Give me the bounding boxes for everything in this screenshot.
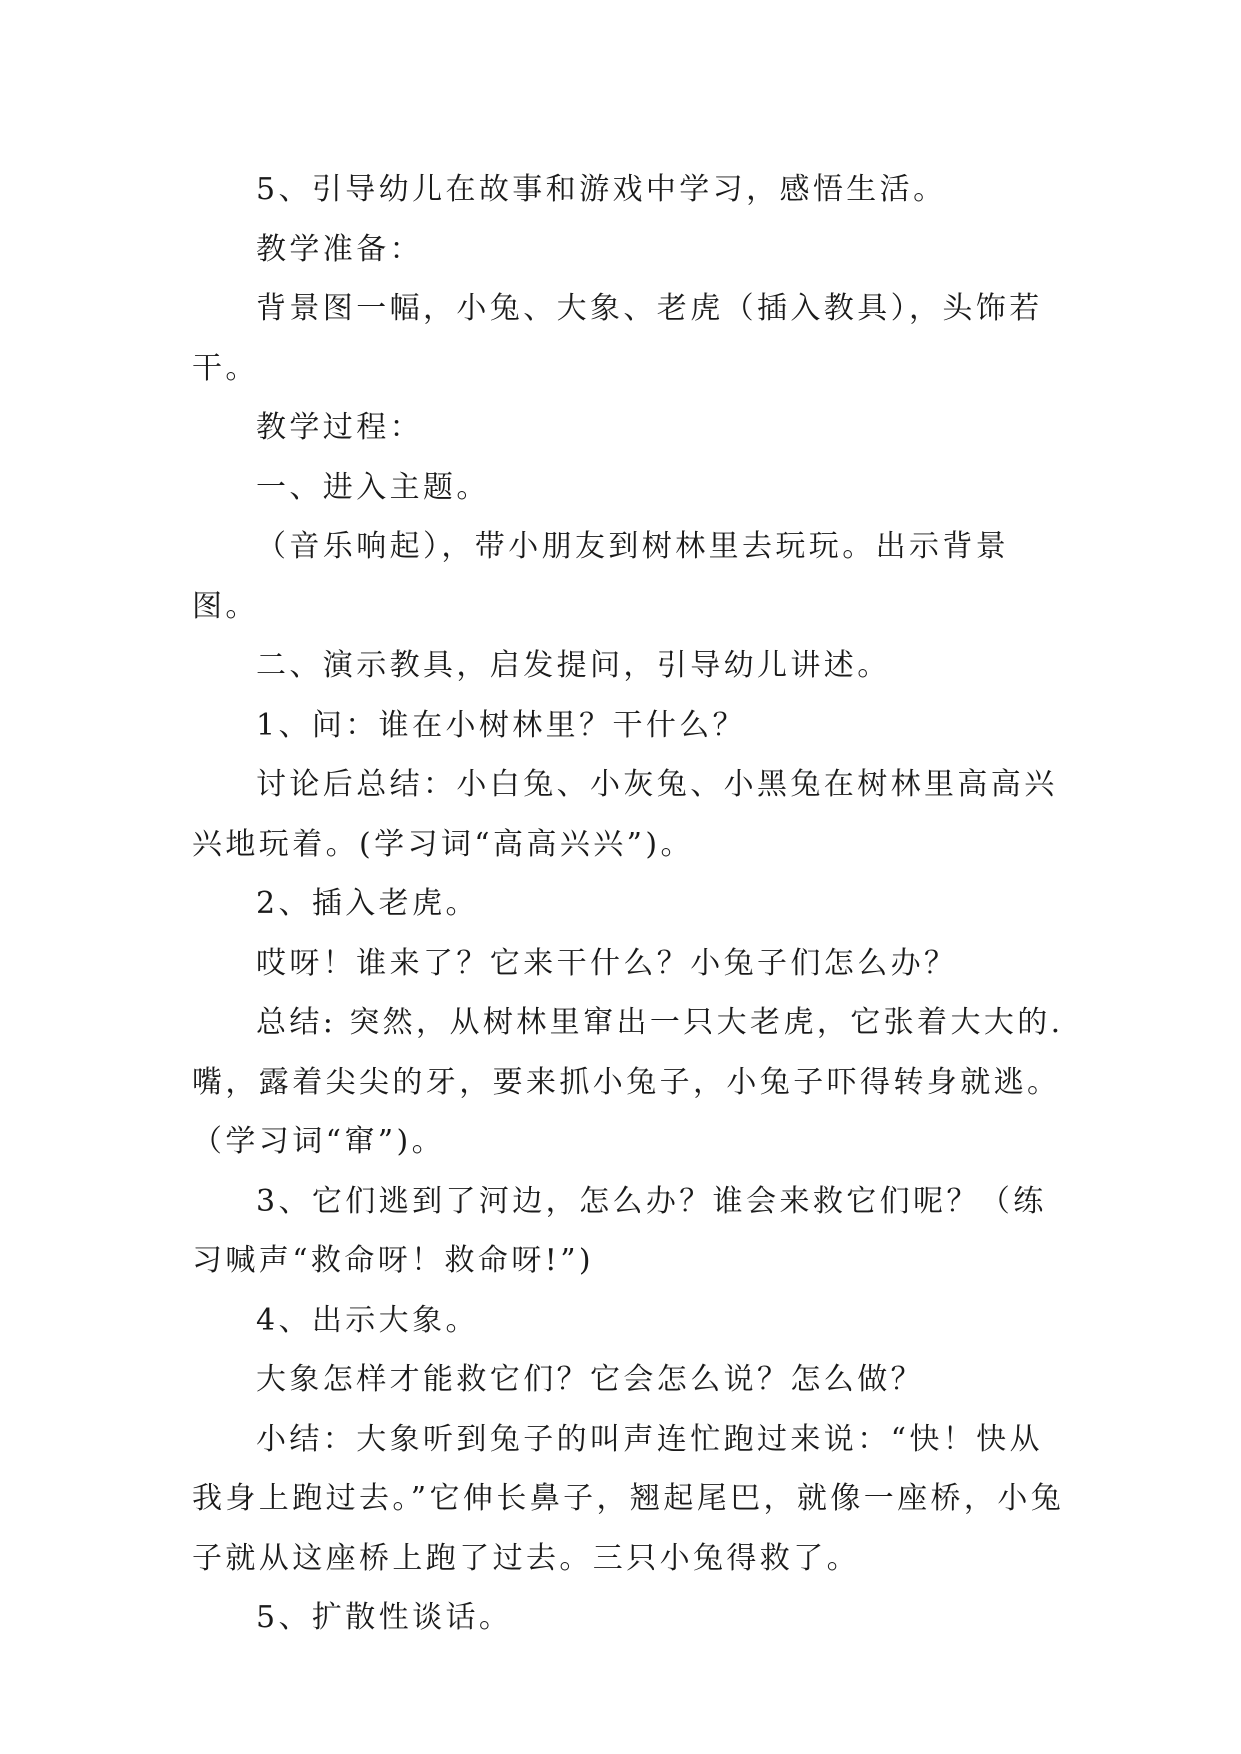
paragraph-preparation-heading: 教学准备：	[256, 231, 423, 267]
paragraph-summary-3: 小结：大象听到兔子的叫声连忙跑过来说：“快！快从我身上跑过去。”它伸长鼻子，翘起尾巴，就像一座桥，小兔子就从这座桥上跑了过去。三只小兔得救了。	[192, 1421, 1065, 1576]
paragraph-process-heading: 教学过程：	[256, 410, 423, 445]
paragraph-question-1: 1、问：谁在小树林里？干什么？	[256, 707, 747, 743]
paragraph-question-4: 4、出示大象。	[256, 1302, 479, 1338]
paragraph-step-1-heading: 一、进入主题。	[256, 469, 490, 505]
paragraph-question-3: 3、它们逃到了河边，怎么办？谁会来救它们呢？（练习喊声“救命呀！救命呀!”)	[192, 1183, 1047, 1278]
paragraph-step-2-heading: 二、演示教具，启发提问，引导幼儿讲述。	[256, 648, 891, 683]
paragraph-goal-5: 5、引导幼儿在故事和游戏中学习，感悟生活。	[256, 172, 947, 207]
paragraph-question-2: 2、插入老虎。	[256, 886, 479, 921]
paragraph-question-5: 5、扩散性谈话。	[256, 1600, 513, 1635]
paragraph-step-1-text: （音乐响起），带小朋友到树林里去玩玩。出示背景图。	[192, 529, 1010, 624]
paragraph-summary-2: 总结: 突然，从树林里窜出一只大老虎，它张着大大的.嘴，露着尖尖的牙，要来抓小兔子，小兔子吓得转身就逃。（学习词“窜”)。	[192, 1005, 1064, 1159]
paragraph-question-4-text: 大象怎样才能救它们？它会怎么说？怎么做？	[256, 1362, 924, 1397]
paragraph-summary-1: 讨论后总结：小白兔、小灰兔、小黑兔在树林里高高兴兴地玩着。(学习词“高高兴兴”)。	[192, 767, 1058, 862]
document-body	[192, 160, 1067, 1648]
paragraph-preparation-materials: 背景图一幅，小兔、大象、老虎（插入教具），头饰若干。	[192, 291, 1043, 386]
paragraph-question-2-text: 哎呀！谁来了？它来干什么？小兔子们怎么办？	[256, 945, 958, 981]
